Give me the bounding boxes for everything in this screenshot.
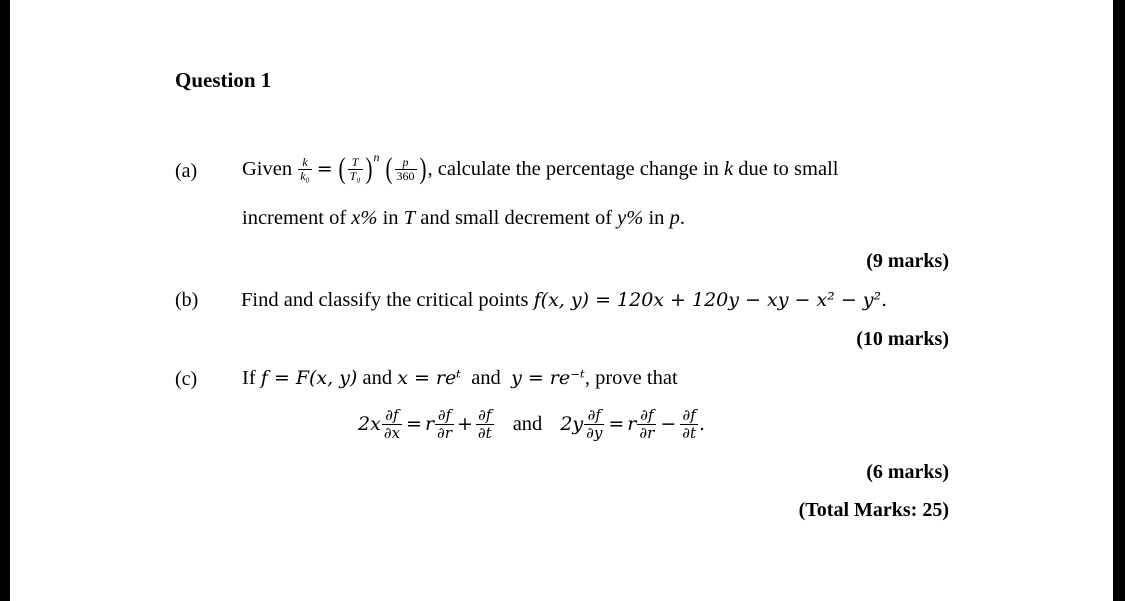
given-word: Given <box>242 157 293 180</box>
part-a-label: (a) <box>175 160 198 182</box>
part-a-line1: Given $\frac{k}{\text{k₀}}$ = ( $\frac{T}{\text{T₀}}$ ) $^n$ ( $\frac{p}{360}$ ) , calculate the percentage change in k due to small <box>242 150 839 185</box>
var-T: T <box>403 207 416 229</box>
exponent-n: n <box>373 150 380 164</box>
part-a-line2: increment of x% in T and small decrement of y% in p. <box>242 207 685 229</box>
and-word: and <box>512 412 543 435</box>
part-a-text-1: , calculate the percentage change in <box>427 157 719 180</box>
k-over-k0-fraction: $\frac{k}{\text{k₀}}$ <box>300 154 310 183</box>
part-c-equations: 2x $\frac{\partial f}{\partial x}$ = r $\frac{\partial f}{\partial r}$ + $\frac{\partial f}{\partial t}$ and 2y $\frac{\partial f}{\partial y}$ = r $\frac{\partial f}{\partial r}$ − $\frac{\partial f}{\partial t}$ . <box>358 405 706 442</box>
condition-f: f = F(x, y) <box>260 367 358 389</box>
t-over-t0-fraction: $\frac{T}{\text{T₀}}$ <box>349 154 361 183</box>
part-c-label: (c) <box>175 368 198 390</box>
total-marks: (Total Marks: 25) <box>798 499 949 521</box>
condition-x: x = reᵗ <box>397 367 461 389</box>
eq2-lhs: 2y <box>560 413 584 435</box>
y-percent: y% <box>617 207 644 229</box>
part-c-line1: If f = F(x, y) and x = reᵗ and y = re⁻ᵗ, prove that <box>242 367 678 389</box>
p-over-360-fraction: $\frac{p}{360}$ <box>396 154 415 183</box>
part-a-marks: (9 marks) <box>866 250 949 272</box>
part-b-line <box>241 289 887 312</box>
x-percent: x% <box>351 207 378 229</box>
part-b-label: (b) <box>175 289 199 311</box>
equals-sign: = <box>316 158 333 180</box>
part-c-marks: (6 marks) <box>866 461 949 483</box>
eq1-lhs: 2x <box>358 413 381 435</box>
var-p: p <box>669 207 680 229</box>
document-page <box>10 0 1113 601</box>
part-a-text-2: due to small <box>738 157 839 180</box>
condition-y: y = re⁻ᵗ <box>511 367 585 389</box>
var-k: k <box>724 157 734 180</box>
part-b-marks: (10 marks) <box>856 328 949 350</box>
question-title: Question 1 <box>175 68 272 92</box>
part-b-formula: f(x, y) = 120x + 120y − xy − x² − y². <box>533 289 888 311</box>
part-b-text: Find and classify the critical points <box>241 289 529 311</box>
